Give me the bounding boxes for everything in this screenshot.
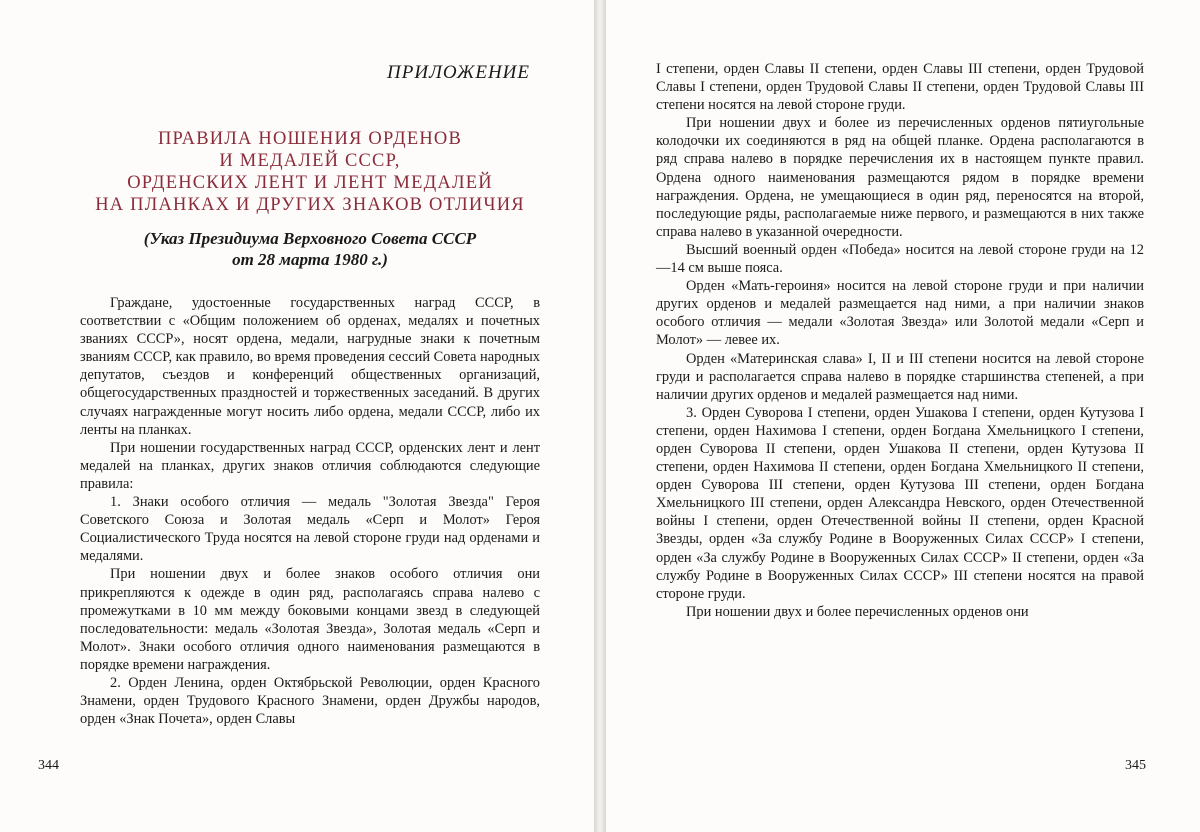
appendix-heading: ПРИЛОЖЕНИЕ: [387, 62, 530, 83]
right-page: [606, 0, 1200, 832]
paragraph: 3. Орден Суворова I степени, орден Ушакова I степени, орден Кутузова I степени, орден Нахимова I степени, орден Богдана Хмельницкого I степени, орден Суворова II степени, орден Ушакова II степени, орден Кутузова II степени, орден Нахимова II степени, орден Богдана Хмельницкого II степени, орден Суворова III степени, орден Кутузова III степени, орден Богдана Хмельницкого III степени, орден Александра Невского, орден Отечественной войны I степени, орден Отечественной войны II степени, орден Красной Звезды, орден «За службу Родине в Вооруженных Силах СССР» I степени, орден «За службу Родине в Вооруженных Силах СССР» II степени, орден «За службу Родине в Вооруженных Силах СССР» III степени носятся на правой стороне груди.: [656, 404, 1144, 602]
paragraph: 2. Орден Ленина, орден Октябрьской Революции, орден Красного Знамени, орден Трудового Красного Знамени, орден Дружбы народов, орден «Знак Почета», орден Славы: [80, 674, 540, 728]
paragraph: При ношении государственных наград СССР, орденских лент и лент медалей на планках, других знаков отличия соблюдаются следующие правила:: [80, 439, 540, 492]
page-number: 345: [1125, 758, 1146, 773]
paragraph: Орден «Материнская слава» I, II и III степени носится на левой стороне груди и располагается справа налево в порядке старшинства степеней, а при наличии других орденов и медалей размещается над ними.: [656, 350, 1144, 403]
right-page-text: [656, 60, 1144, 621]
page-number: 344: [38, 758, 59, 773]
title-line: ПРАВИЛА НОШЕНИЯ ОРДЕНОВ: [157, 129, 463, 149]
title-line: НА ПЛАНКАХ И ДРУГИХ ЗНАКОВ ОТЛИЧИЯ: [95, 195, 525, 215]
paragraph: При ношении двух и более из перечисленных орденов пятиугольные колодочки их соединяются в ряд на общей планке. Ордена располагаются в ряд справа налево в порядке перечисления их в настоящем пункте правил. Ордена одного наименования размещаются рядом в порядке времени награждения. Ордена, не умещающиеся в один ряд, переносятся на второй, последующие ряды, располагаемые ниже первого, и размещаются в них также справа налево в указанной очередности.: [656, 115, 1144, 240]
paragraph: 1. Знаки особого отличия — медаль "Золотая Звезда" Героя Советского Союза и Золотая медаль «Серп и Молот» Героя Социалистического Труда носятся на левой стороне груди над орденами и медалями.: [80, 494, 540, 565]
decree-subtitle: [80, 228, 540, 270]
paragraph: При ношении двух и более знаков особого отличия они прикрепляются к одежде в один ряд, располагаясь справа налево с промежутками в 10 мм между боковыми концами звезд в следующей последовательности: медаль «Золотая Звезда», Золотая медаль «Серп и Молот». Знаки особого отличия одного наименования размещаются в порядке времени награждения.: [80, 566, 540, 673]
title-line: ОРДЕНСКИХ ЛЕНТ И ЛЕНТ МЕДАЛЕЙ: [127, 173, 493, 193]
paragraph: I степени, орден Славы II степени, орден Славы III степени, орден Трудовой Славы I степени, орден Трудовой Славы II степени, орден Трудовой Славы III степени носятся на левой стороне груди.: [656, 61, 1144, 114]
book-gutter: [594, 0, 606, 832]
paragraph: Орден «Мать-героиня» носится на левой стороне груди и при наличии других орденов и медалей размещается над ними, а при наличии знаков особого отличия — медали «Золотая Звезда» или Золотой медали «Серп и Молот» — левее их.: [656, 278, 1144, 349]
paragraph: Высший военный орден «Победа» носится на левой стороне груди на 12—14 см выше пояса.: [656, 241, 1144, 277]
paragraph: При ношении двух и более перечисленных орденов они: [686, 603, 1029, 620]
left-page-text: [80, 294, 540, 728]
left-page: [0, 0, 594, 832]
paragraph: Граждане, удостоенные государственных наград СССР, в соответствии с «Общим положением об орденах, медалях и почетных званиях СССР», носят ордена, медали, нагрудные знаки к почетным званиям СССР, как правило, во время проведения сессий Совета народных депутатов, съездов и конференций общественных организаций, общегосударственных праздностей и торжественных заседаний. В других случаях награжденные могут носить либо ордена, медали СССР, либо их ленты на планках.: [80, 295, 540, 438]
document-title: [80, 128, 540, 216]
subtitle-line: от 28 марта 1980 г.): [232, 250, 388, 269]
subtitle-line: (Указ Президиума Верховного Совета СССР: [143, 229, 477, 248]
title-line: И МЕДАЛЕЙ СССР,: [219, 151, 401, 171]
